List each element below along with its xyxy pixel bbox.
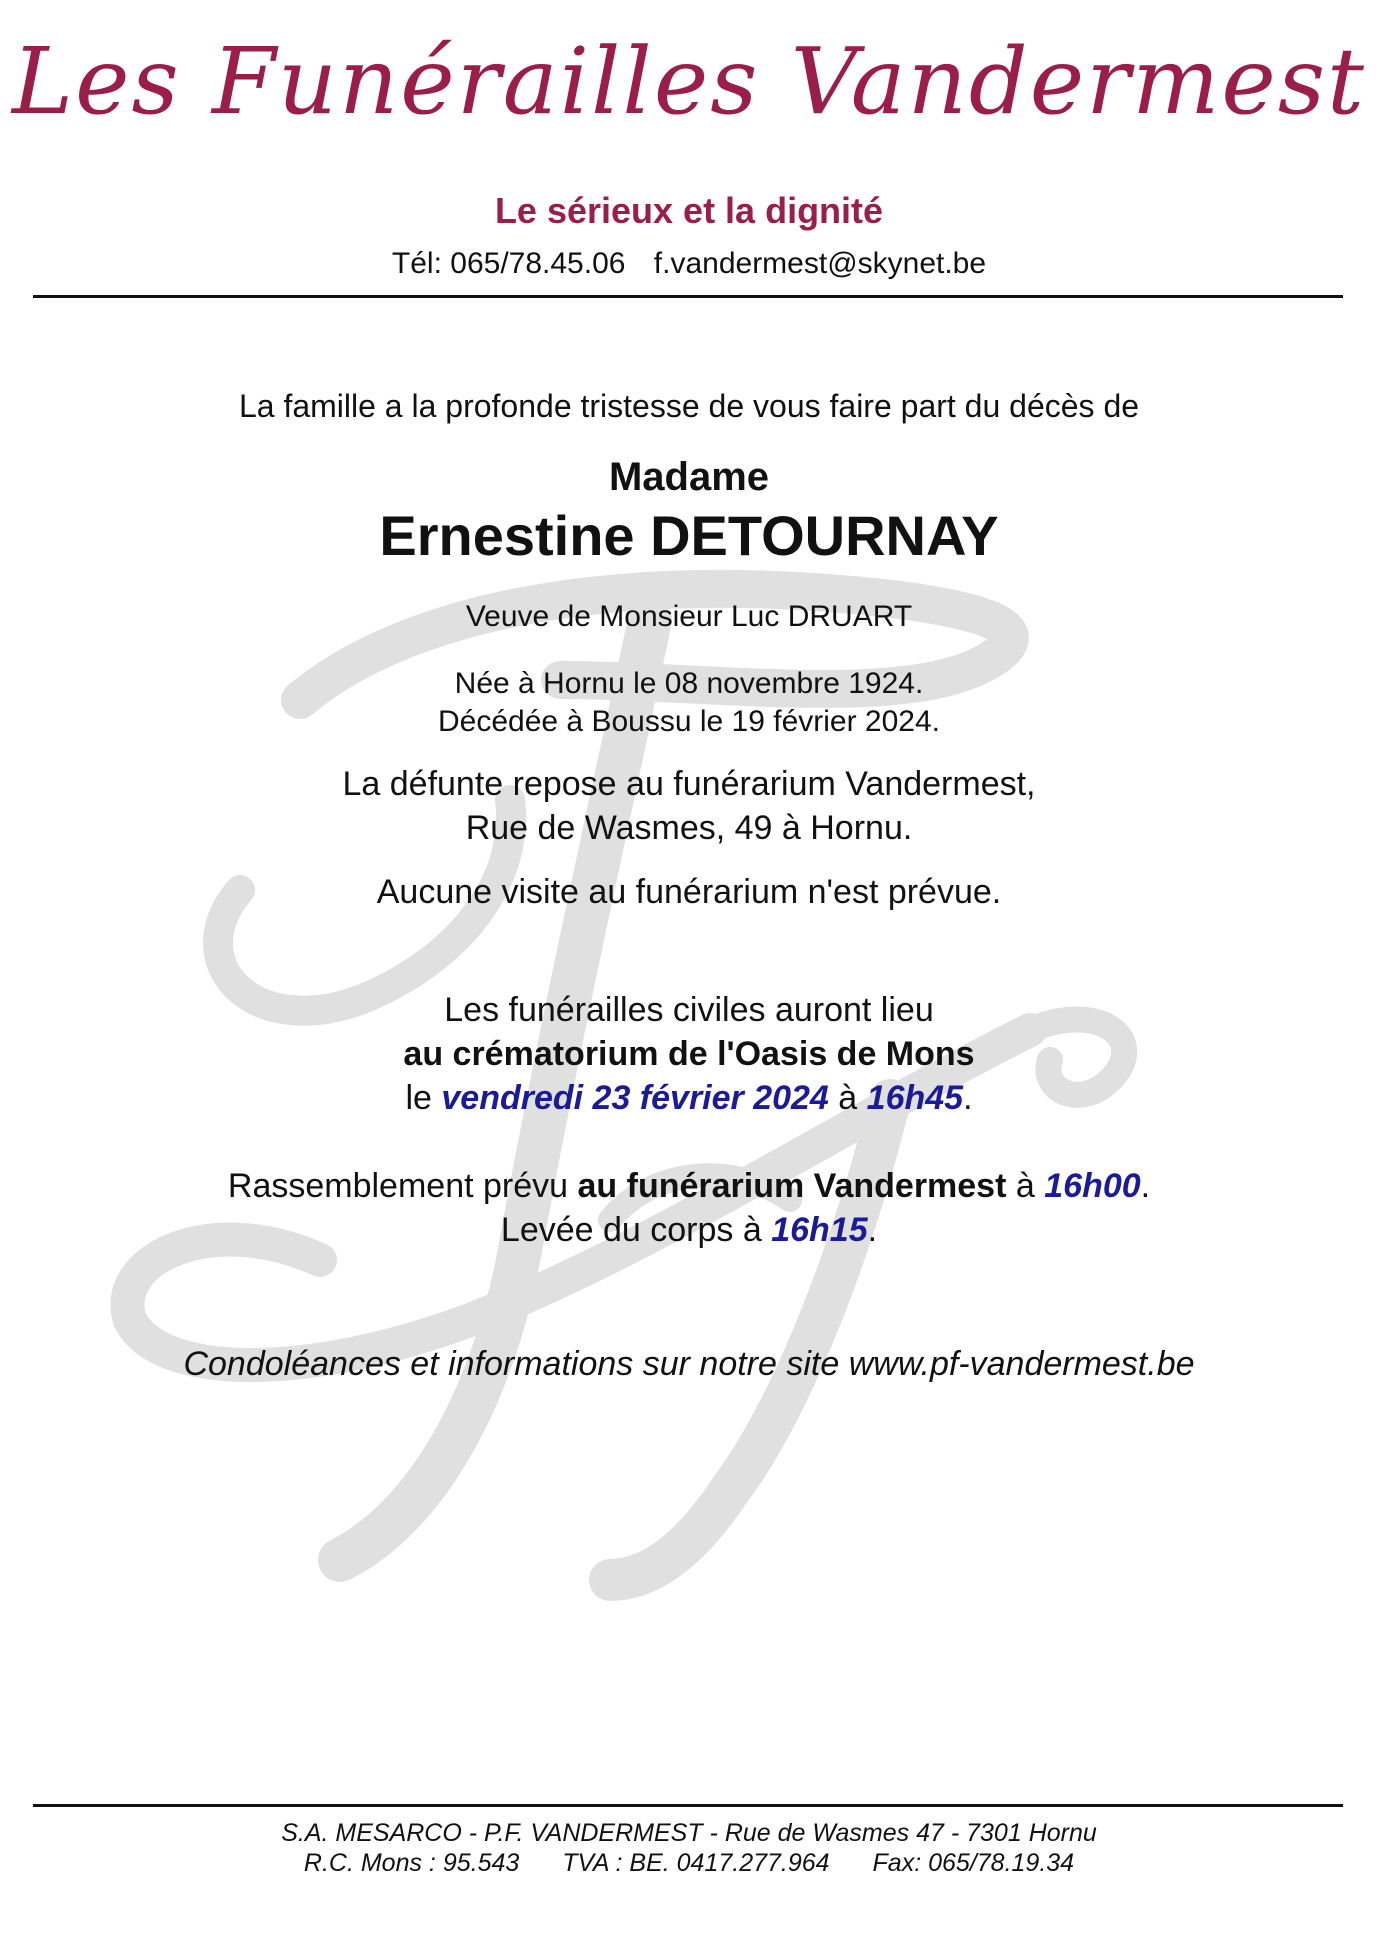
brand-title: Les Funérailles Vandermest: [11, 28, 1367, 135]
funeral-line-1: Les funérailles civiles auront lieu: [444, 991, 934, 1029]
header-divider: [33, 295, 1343, 298]
gathering-a: à: [1015, 1167, 1035, 1205]
levee-line: [0, 1208, 1378, 1252]
footer: [0, 1818, 1378, 1878]
brand-tagline: Le sérieux et la dignité: [494, 190, 884, 231]
footer-fax: Fax: 065/78.19.34: [872, 1849, 1075, 1877]
levee-prefix: Levée du corps à: [500, 1211, 762, 1249]
levee-time: 16h15: [771, 1211, 868, 1249]
deceased-name: Ernestine DETOURNAY: [379, 504, 999, 567]
email-address: f.vandermest@skynet.be: [653, 247, 987, 280]
death-line: Décédée à Boussu le 19 février 2024.: [438, 705, 940, 738]
footer-rc: R.C. Mons : 95.543: [303, 1849, 520, 1877]
funeral-info: [0, 988, 1378, 1120]
contact-info: [0, 247, 1378, 281]
footer-divider: [33, 1804, 1343, 1807]
gathering-prefix: Rassemblement prévu: [227, 1167, 569, 1205]
life-dates: [0, 665, 1378, 741]
birth-line: Née à Hornu le 08 novembre 1924.: [454, 667, 924, 700]
phone-number: Tél: 065/78.45.06: [391, 247, 626, 280]
funeral-datetime: [0, 1076, 1378, 1120]
repose-info: [0, 762, 1378, 850]
widow-line: Veuve de Monsieur Luc DRUART: [465, 600, 913, 633]
repose-line-1: La défunte repose au funérarium Vandermest,: [342, 765, 1036, 803]
announcement-intro: La famille a la profonde tristesse de vous faire part du décès de: [238, 388, 1140, 424]
levee-period: .: [867, 1211, 878, 1249]
deceased-title: Madame: [608, 455, 770, 499]
gathering-period: .: [1140, 1167, 1151, 1205]
footer-registry: [0, 1848, 1378, 1878]
gathering-info: [0, 1164, 1378, 1252]
funeral-le: le: [405, 1079, 432, 1117]
funeral-time: 16h45: [866, 1079, 964, 1117]
repose-line-2: Rue de Wasmes, 49 à Hornu.: [465, 809, 913, 847]
footer-tva: TVA : BE. 0417.277.964: [562, 1849, 830, 1877]
funeral-a: à: [838, 1079, 858, 1117]
funeral-place: au crématorium de l'Oasis de Mons: [403, 1035, 975, 1073]
funeral-period: .: [963, 1079, 973, 1117]
condolences-line: Condoléances et informations sur notre site www.pf-vandermest.be: [183, 1345, 1195, 1383]
visit-notice: Aucune visite au funérarium n'est prévue.: [376, 873, 1002, 911]
footer-company: S.A. MESARCO - P.F. VANDERMEST - Rue de Wasmes 47 - 7301 Hornu: [281, 1819, 1097, 1847]
gathering-line: [0, 1164, 1378, 1208]
gathering-place: au funérarium Vandermest: [577, 1167, 1007, 1205]
funeral-date: vendredi 23 février 2024: [441, 1079, 829, 1117]
gathering-time: 16h00: [1044, 1167, 1141, 1205]
